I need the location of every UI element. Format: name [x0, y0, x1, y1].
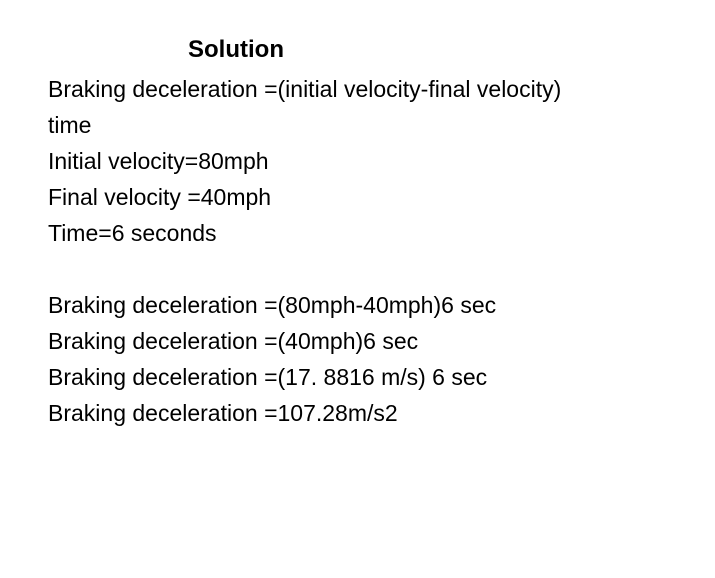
- body-line-blank: [48, 251, 675, 287]
- body-line: Braking deceleration =(40mph)6 sec: [48, 328, 419, 355]
- body-line: Braking deceleration =(initial velocity-final velocity): [48, 76, 562, 103]
- page-title: Solution: [188, 36, 284, 63]
- body-line: Initial velocity=80mph: [48, 148, 269, 175]
- body-line: Time=6 seconds: [48, 220, 217, 247]
- solution-body: [48, 71, 675, 431]
- body-line: Braking deceleration =107.28m/s2: [48, 400, 398, 427]
- body-line: Final velocity =40mph: [48, 184, 272, 211]
- body-line: Braking deceleration =(80mph-40mph)6 sec: [48, 292, 497, 319]
- body-line: Braking deceleration =(17. 8816 m/s) 6 sec: [48, 364, 488, 391]
- body-line: time: [48, 112, 92, 139]
